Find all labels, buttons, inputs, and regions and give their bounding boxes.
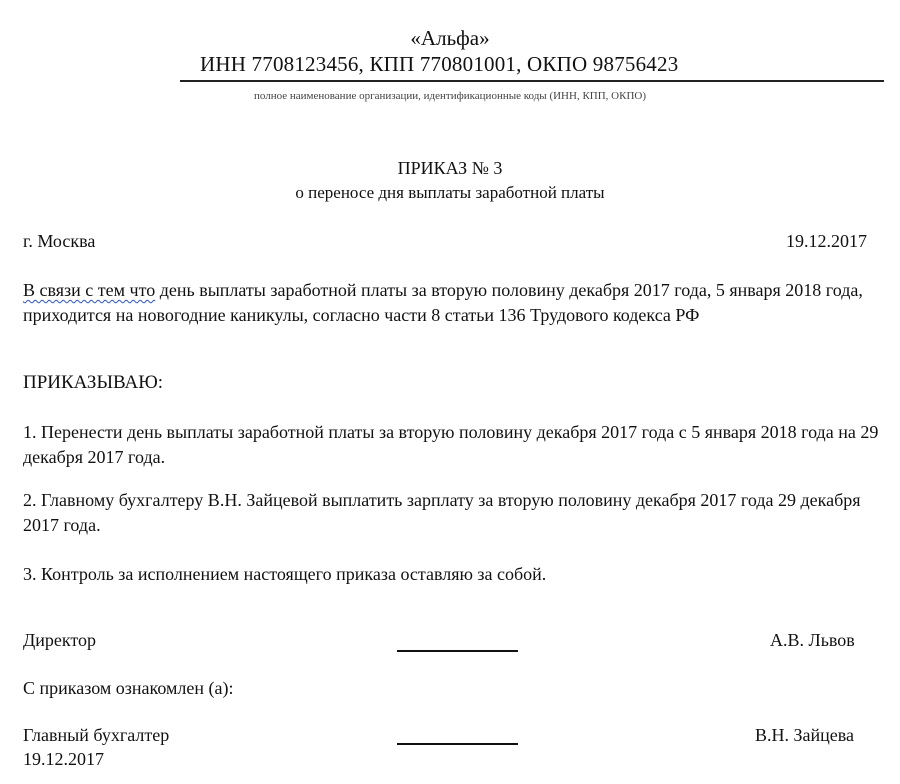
organization-caption: полное наименование организации, идентификационные коды (ИНН, КПП, ОКПО) xyxy=(253,90,646,102)
organization-name: «Альфа» xyxy=(410,26,490,50)
order-title: ПРИКАЗ № 3 xyxy=(397,158,503,178)
accountant-date: 19.12.2017 xyxy=(23,749,104,769)
order-item-1: 1. Перенести день выплаты заработной платы за вторую половину декабря 2017 года с 5 января 2018 года на 29 декабря 2017 года. xyxy=(23,422,879,467)
accountant-name: В.Н. Зайцева xyxy=(755,725,855,745)
order-city: г. Москва xyxy=(23,231,96,251)
director-label: Директор xyxy=(23,630,97,650)
order-directive-heading: ПРИКАЗЫВАЮ: xyxy=(23,372,164,393)
order-date: 19.12.2017 xyxy=(786,231,867,251)
acknowledgement-label: С приказом ознакомлен (а): xyxy=(23,678,234,698)
director-signature-line xyxy=(397,650,518,652)
spellcheck-marked-text: В связи с тем что xyxy=(23,280,156,300)
preamble-text: день выплаты заработной платы за вторую половину декабря 2017 года, 5 января 2018 года, приходится на новогодние каникулы, согласно части 8 статьи 136 Трудового кодекса РФ xyxy=(23,280,863,325)
accountant-signature-line xyxy=(397,743,518,745)
organization-codes: ИНН 7708123456, КПП 770801001, ОКПО 98756423 xyxy=(200,52,679,76)
director-name: А.В. Львов xyxy=(770,630,855,650)
header-divider xyxy=(180,80,884,82)
accountant-label: Главный бухгалтер xyxy=(23,725,170,745)
order-item-3: 3. Контроль за исполнением настоящего приказа оставляю за собой. xyxy=(23,564,547,584)
preamble-paragraph xyxy=(23,278,881,328)
order-subtitle: о переносе дня выплаты заработной платы xyxy=(295,183,605,202)
order-item-2: 2. Главному бухгалтеру В.Н. Зайцевой выплатить зарплату за вторую половину декабря 2017 года 29 декабря 2017 года. xyxy=(23,490,861,535)
